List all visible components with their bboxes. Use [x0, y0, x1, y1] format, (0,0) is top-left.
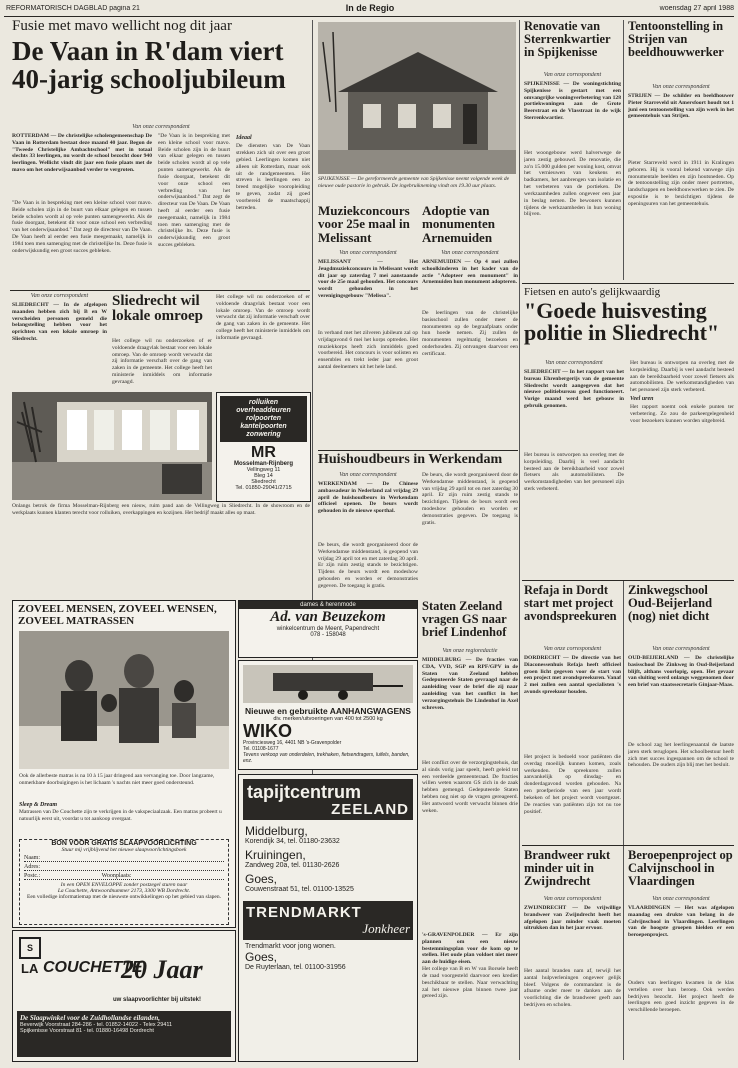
beroepen-correspondent: Van onze correspondent	[652, 896, 710, 902]
trendmarkt-line3: De Ruyterlaan, tel. 01100-31956	[245, 964, 346, 971]
mr-product-list	[220, 396, 307, 442]
mavo-correspondent: Van onze correspondent	[132, 124, 190, 130]
omroep-correspondent: Van onze correspondent	[30, 293, 89, 299]
fietsen-kicker: Fietsen en auto's gelijkwaardig	[524, 286, 661, 298]
trailer-illustration	[243, 665, 413, 703]
mr-line: overheaddeuren	[236, 407, 291, 415]
tapijt-addr-2: Zandweg 20a, tel. 01130-2626	[245, 862, 340, 869]
section-rule	[522, 283, 734, 284]
slaap-body: Matrassen van De Couchette zijn te verkrijgen in de vakspeciaalzaak. Een matras probeert u natuurlijk eerst uit, voordat u tot aankoop overgaat.	[19, 809, 222, 822]
couchette-brand-1: LA	[21, 961, 39, 976]
mavo-headline: De Vaan in R'dam viert 40-jarig schooljubileum	[12, 38, 286, 94]
mr-name: Mosselman-Rijnberg	[233, 461, 293, 468]
huishoud-lead: WERKENDAM — De Chinese ambassadeur in Nederland zal vrijdag 29 april de huishoudbeurs in Werkendam officieel openen. De beurs wordt gehouden in de nieuwe sporthal.	[318, 481, 418, 515]
trendmarkt-line1: Trendmarkt voor jong wonen.	[245, 943, 336, 950]
tentoonstelling-correspondent: Van onze correspondent	[652, 84, 710, 90]
masthead-date: woensdag 27 april 1988	[659, 5, 734, 12]
mr-line: rolluiken	[248, 399, 279, 406]
slaap-caption: Ook de allerbeste matras is na 10 à 15 jaar dringend aan vervanging toe. Door langzame, onmerkbare doorbuigingen is het lichaam 's nachts niet meer goed ondersteund.	[19, 773, 215, 786]
couchette-advert	[12, 930, 236, 1062]
beuzekom-line2: 078 - 158048	[310, 632, 346, 638]
beroepen-headline: Beroepenproject op Calvijnschool in Vlaardingen	[628, 849, 733, 888]
section-rule	[522, 845, 734, 846]
mr-advert	[216, 392, 311, 502]
beroepen-body: Ouders van leerlingen kwamen in de klas vertellen over hun beroep. Ook werden bedrijven bezocht. Het project heeft de leerlingen een goed inzicht gegeven in de verschillende beroepen.	[628, 980, 734, 1014]
trendmarkt-brand: TRENDMARKT	[246, 904, 362, 921]
family-illustration	[19, 631, 229, 769]
mavo-body2: De diensten van De Vaan strekken zich uit over een groot gebied. Leerlingen komen niet alleen uit Rotterdam, maar ook uit de randgemeenten. Het streven is leerlingen een zo breed mogelijke vooropleiding te geven, zodat zij goed voorbereid de maatschappij betreden.	[236, 143, 310, 211]
coupon-postcode-field[interactable]	[24, 873, 224, 880]
tentoonstelling-lead: STRIJEN — De schilder en beeldhouwer Pieter Starreveld uit Amersfoort houdt tot 1 juni een tentoonstelling van zijn werk in het gemeentehuis van Strijen.	[628, 93, 734, 120]
wiko-addr: Provinciesweg 16, 4401 NB 's-Gravenpolder	[243, 739, 342, 746]
mavo-body-col3	[236, 133, 310, 287]
trendmarkt-block	[243, 901, 413, 940]
fietsen-body: Het bureau is ontworpen na overleg met de korpsleiding. Daarbij is veel aandacht besteed aan de bereikbaarheid voor zowel fietsers als automobilisten. De werkomstandigheden van het personeel zijn sterk verbeterd.	[524, 452, 624, 493]
couchette-tag: uw slaapvoorlichter bij uitstek!	[113, 997, 202, 1003]
coupon-city-label: Woonplaats:	[101, 873, 132, 879]
slaap-family-photo	[19, 631, 229, 769]
brandweer-body: Het aantal branden nam af, terwijl het aantal hulpverleningen ongeveer gelijk bleef. Volgens de commandant is de afname onder meer te danken aan de voorlichting die de brandweer geeft aan bedrijven en scholen.	[524, 968, 621, 1009]
mr-line: kantelpoorten	[240, 423, 287, 431]
mavo-body-col2-text: "De Vaan is in bespreking met een kleine school voor mavo. Beide scholen zijn in de buurt van elkaar gelegen en tussen beide scholen wordt al op vele punten samengewerkt. Als de fusie doorgaat, betekent dit voor onze school een verbreding van het onderwijsaanbod." Dat zegt de directeur van De Vaan. De Vaan heeft al eerder een fusie meegemaakt, namelijk in 1984 toen men samenging met de christelijke lts. Deze fusie is onderwijskundig een groot succes gebleken.	[158, 133, 230, 248]
section-rule	[10, 290, 310, 291]
muziek-headline: Muziekconcours voor 25e maal in Melissant	[318, 204, 410, 245]
beuzekom-advert	[238, 600, 418, 658]
pastorie-caption: SPIJKENISSE — De gereformeerde gemeente van Spijkenisse neemt volgende week de nieuwe oude pastorie in gebruik. De ingebruikneming vindt om 19.30 uur plaats.	[318, 176, 510, 189]
tentoonstelling-body: Pieter Starreveld werd in 1911 in Kralingen geboren. Hij is vooral bekend vanwege zijn monumentale beelden en zijn houtsneden. Op de tentoonstelling zijn onder meer portretten, landschappen en beeldhouwwerken te zien. De expositie is te bezichtigen tijdens de openingsuren van het gemeentehuis.	[628, 160, 734, 207]
vgravenpolder-article	[422, 932, 518, 1060]
mr-city: Sliedrecht	[251, 479, 276, 486]
wiko-tel: Tel. 01108-1677	[243, 745, 279, 752]
muziek-correspondent: Van onze correspondent	[339, 250, 397, 256]
masthead-rule	[4, 16, 734, 17]
mavo-lead: ROTTERDAM — De christelijke scholengemeenschap De Vaan in Rotterdam bestaat deze maand 40 jaar. Begon de "Tweede Christelijke Ambachtschool" met in totaal slechts 33 leerlingen, nu wordt de school bezocht door 940 leerlingen. Wellicht vindt dit jaar een fusie plaats met de mavo om het onderwijsaanbod verder te vergroten.	[12, 133, 152, 174]
mavo-body: "De Vaan is in bespreking met een kleine school voor mavo. Beide scholen zijn in de buurt van elkaar gelegen en tussen beide scholen wordt al op vele punten samengewerkt. Als de fusie doorgaat, betekent dit voor onze school een verbreding van het onderwijsaanbod." Dat zegt de directeur van De Vaan. De Vaan heeft al eerder een fusie meegemaakt, namelijk in 1984 toen men samenging met de christelijke lts. Deze fusie is onderwijskundig een groot succes gebleken.	[12, 200, 152, 254]
zinkweg-lead: OUD-BEIJERLAND — De christelijke basisschool De Zinkweg in Oud-Beijerland blijft, althans voorlopig, open. Het gevaar van sluiting werd onlangs weggenomen door een brief van staatssecretaris Ginjaar-Maas.	[628, 655, 734, 689]
tapijt-brand-1: tapijtcentrum	[247, 782, 362, 802]
mavo-subhead: Ideaal	[236, 135, 252, 141]
brandweer-headline: Brandweer rukt minder uit in Zwijndrecht	[524, 849, 611, 888]
zinkweg-headline: Zinkwegschool Oud-Beijerland (nog) niet dicht	[628, 584, 713, 623]
column-rule	[623, 580, 624, 1060]
couchette-footer-2: Beverwijk Voorstraat 284-286 - tel. 01852-14022 - Telex 29411	[20, 1022, 173, 1028]
statenzeeland-headline: Staten Zeeland vragen GS naar brief Lindenhof	[422, 600, 507, 639]
fietsen-body-col2	[630, 360, 734, 576]
adoptie-headline: Adoptie van monumenten Arnemuiden	[422, 204, 495, 245]
muziek-body: In verband met het zilveren jubileum zal op vrijdagavond 6 mei het korps optreden. Het muziekkorps heeft zich inmiddels goed voorbereid. Het concours is voor solisten en ensembles en trekt ieder jaar een groot aantal deelnemers uit het hele land.	[318, 330, 418, 371]
mr-tel: Tel. 01850-29041/2715	[235, 485, 292, 492]
couchette-footer-1: De Slaapwinkel voor de Zuidhollandse eilanden,	[20, 1014, 161, 1022]
omroep-body: Het college wil nu onderzoeken of er voldoende draagvlak bestaat voor een lokale omroep. Van de omroep wordt verwacht dat zij informatie verschaft over de gang van zaken in de gemeente. Het college heeft het ministerie inmiddels om informatie gevraagd.	[112, 338, 212, 385]
muziek-lead: MELISSANT — Het Jeugdmuziekconcours in Melissant wordt dit jaar op zaterdag 7 mei aanstaande voor de 25e maal gehouden. Het concours wordt gehouden in het verenigingsgebouw "Melissa".	[318, 259, 418, 300]
tapijt-city-3: Goes,	[245, 872, 278, 886]
huishoud-body: De beurs, die wordt georganiseerd door de Werkendamse middenstand, is geopend van vrijdag 29 april tot en met zaterdag 30 april. Er zijn ruim zestig stands te bezichtigen. Tijdens de beurs wordt een modeshow gehouden en worden er demonstraties gegeven. De toegang is gratis.	[318, 542, 418, 589]
slaap-subhead: Sleep & Dream	[19, 802, 57, 808]
omroep-lead: SLIEDRECHT — In de afgelopen maanden hebben zich bij B en W verscheiden personen gemeld die belangstelling hebben voor het oprichten van een lokale omroep in Sliedrecht.	[12, 302, 107, 343]
fietsen-body2: Het rapport noemt ook enkele punten ter verbetering. Zo zou de parkeergelegenheid voor bezoekers kunnen worden uitgebreid.	[630, 404, 734, 424]
fietsen-correspondent: Van onze correspondent	[545, 360, 603, 366]
wiko-brand: WIKO	[243, 720, 292, 741]
huishoud-correspondent: Van onze correspondent	[339, 472, 397, 478]
wiko-tags: Tevens verkoop van onderdelen, trekhaken, fietsendragers, luifels, banden, enz.	[243, 751, 410, 764]
brandweer-correspondent: Van onze correspondent	[543, 896, 602, 902]
couchette-footer-3: Spijkenisse Voorstraat 81 - tel. 01880-16498 Dordrecht	[20, 1028, 154, 1034]
coupon-name-label: Naam:	[24, 855, 40, 861]
mavo-kicker: Fusie met mavo wellicht nog dit jaar	[12, 19, 232, 34]
couchette-footer	[17, 1011, 231, 1057]
zinkweg-body: De school zag het leerlingenaantal de laatste jaren sterk teruglopen. Het schoolbestuur heeft zich met succes ingespannen om de school te behouden. De ouders zijn blij met het besluit.	[628, 742, 734, 769]
coupon-address-label: Adres:	[24, 864, 40, 870]
wiko-headline: Nieuwe en gebruikte AANHANGWAGENS	[245, 706, 411, 716]
fietsen-body-col2-text: Het bureau is ontworpen na overleg met de korpsleiding. Daarbij is veel aandacht besteed aan de bereikbaarheid voor zowel fietsers als automobilisten. De werkomstandigheden van het personeel zijn sterk verbeterd.	[630, 360, 734, 394]
couchette-years: 20 Jaar	[121, 955, 203, 984]
omroep-body-col2	[216, 294, 310, 386]
wiko-trailer-photo	[243, 665, 413, 703]
coupon-name-field[interactable]	[24, 855, 224, 862]
brandweer-lead: ZWIJNDRECHT — De vrijwillige brandweer van Zwijndrecht heeft het afgelopen jaar minder vaak moeten uitrukken dan in het jaar ervoor.	[524, 905, 621, 932]
mr-nr: Bleg 14	[254, 473, 273, 480]
refaja-lead: DORDRECHT — De directie van het Diaconessenhuis Refaja heeft officieel groen licht gegeven voor de start van een project met avondspreekuren. Vanaf 2 mei zullen een aantal specialisten 's avonds spreekuur houden.	[524, 655, 621, 696]
vgravenpolder-lead: 's-GRAVENPOLDER — Er zijn plannen om een nieuw bestemmingsplan voor de kom op te stellen. Het oude plan voldoet niet meer aan de huidige eisen.	[422, 932, 518, 966]
slaap-advert	[12, 600, 236, 928]
coupon-postcode-label: Postc.:	[24, 873, 41, 879]
slaap-coupon	[19, 839, 229, 925]
couchette-brand-2: COUCHETTE	[43, 959, 143, 976]
statenzeeland-body: Het conflict over de verzorgingstehuis, dat al sinds vorig jaar speelt, heeft geleid tot een verdeelde gemeenteraad. De fracties willen weten waarom GS zich in de zaak hebben gemengd. Gedeputeerde Staten hebben nog niet op de vragen gereageerd. Het antwoord wordt verwacht binnen drie weken.	[422, 760, 518, 814]
coupon-envelope-1: In een OPEN ENVELOPPE zonder postzegel sturen naar	[60, 882, 188, 888]
showroom-illustration	[12, 392, 212, 500]
tentoonstelling-headline: Tentoonstelling in Strijen van beeldhouwwerker	[628, 20, 724, 59]
omroep-body-col2-text: Het college wil nu onderzoeken of er voldoende draagvlak bestaat voor een lokale omroep. Van de omroep wordt verwacht dat zij informatie verschaft over de gang van zaken in de gemeente. Het college heeft het ministerie inmiddels om informatie gevraagd.	[216, 294, 310, 341]
adoptie-body: De leerlingen van de christelijke basisschool zullen onder meer de monumenten op de begraafplaats onder hun hoede nemen. Zij zullen de monumenten regelmatig bezoeken en onderhouden. Zij ontvangen daarvoor een certificaat.	[422, 310, 518, 357]
tapijt-city-1: Middelburg,	[245, 824, 308, 838]
couchette-s-logo: S	[19, 937, 41, 959]
huishoud-body-col2-text: De beurs, die wordt georganiseerd door de Werkendamse middenstand, is geopend van vrijdag 29 april tot en met zaterdag 30 april. Er zijn ruim zestig stands te bezichtigen. Tijdens de beurs wordt een modeshow gehouden en worden er demonstraties gegeven. De toegang is gratis.	[422, 472, 518, 526]
section-rule	[318, 450, 518, 451]
coupon-envelope-2: La Couchette, Antwoordnummer 2173, 3300 WB Dordrecht.	[57, 888, 191, 894]
trendmarkt-line2: Goes,	[245, 950, 278, 964]
trendmarkt-info	[239, 940, 417, 974]
huishoud-headline: Huishoudbeurs in Werkendam	[318, 453, 503, 467]
sterrenkwartier-correspondent: Van onze correspondent	[543, 72, 602, 78]
tapijt-addr-3: Couwenstraat 51, tel. 01100-13525	[245, 886, 354, 893]
tapijt-brand-block	[243, 779, 413, 820]
coupon-envelope-3: Een volledige informatiemap met de nieuwste ontwikkelingen op het gebied van slapen.	[27, 894, 221, 900]
mavo-body-col2	[158, 133, 230, 287]
refaja-body: Het project is bedoeld voor patiënten die overdag moeilijk kunnen komen, zoals werkenden. De spreekuren zullen aanvankelijk op dinsdag- en donderdagavond worden gehouden. Na een proefperiode van een jaar wordt bekeken of het project wordt voortgezet. De reacties van patiënten zijn tot nu toe positief.	[524, 754, 621, 815]
tapijt-brand-2: ZEELAND	[331, 801, 409, 818]
fietsen-headline: "Goede huisvesting politie in Sliedrecht"	[524, 300, 720, 346]
statenzeeland-correspondent: Van onze regioredactie	[442, 648, 498, 654]
coupon-sub: Stuur mij vrijblijvend het nieuwe slaapvoorlichtingsboek	[61, 847, 187, 853]
mr-line: zonwering	[246, 431, 281, 439]
masthead-paper: REFORMATORISCH DAGBLAD pagina 21	[6, 5, 140, 12]
beuzekom-top: dames & herenmode	[239, 601, 417, 609]
tapijt-locations	[239, 824, 417, 893]
refaja-headline: Refaja in Dordt start met project avondspreekuren	[524, 584, 617, 623]
mr-street: Vellingweg 11	[246, 467, 281, 474]
zinkweg-correspondent: Van onze correspondent	[652, 646, 710, 652]
tapijt-city-2: Kruiningen,	[245, 848, 306, 862]
statenzeeland-lead: MIDDELBURG — De fracties van CDA, VVD, SGP en RPF/GPV in de Staten van Zeeland hebben Gedeputeerde Staten gevraagd naar de aanleiding voor de brief die zij naar aanleiding van het conflict in het verzorgingstehuis De Lindenhof in Axel schreven.	[422, 657, 518, 711]
coupon-title: BON VOOR GRATIS SLAAPVOORLICHTING	[51, 840, 197, 847]
fietsen-subhead: Veel uren	[630, 396, 654, 403]
trendmarkt-brand-2: Jonkheer	[362, 921, 410, 936]
beuzekom-script: Ad. van Beuzekom	[270, 609, 386, 625]
mr-logo: MR	[251, 444, 276, 462]
wiko-sub: div. merken/uitvoeringen van 400 tot 2500 kg	[273, 715, 383, 722]
adoptie-lead: ARNEMUIDEN — Op 4 mei zullen schoolkinderen in het kader van de actie "Adopteer een monument" in Arnemuiden hun monument adopteren.	[422, 259, 518, 286]
tapijt-addr-1: Korendijk 34, tel. 01180-23632	[245, 838, 340, 845]
column-rule	[623, 20, 624, 280]
tapijt-advert	[238, 774, 418, 1062]
pastorie-illustration	[318, 22, 516, 174]
sterrenkwartier-body: Het woongebouw werd halverwege de jaren zestig gebouwd. De renovatie, die zo'n 15.000 gulden per woning kost, omvat het vernieuwen van keukens en badkamers, het aanbrengen van isolatie en het verbeteren van de portieken. De werkzaamheden zullen ongeveer een jaar in beslag nemen. De bewoners kunnen tijdens de werkzaamheden in hun woning blijven.	[524, 150, 621, 218]
beuzekom-line1: winkelcentrum de Meent, Papendrecht	[276, 626, 380, 632]
beroepen-lead: VLAARDINGEN — Het was afgelopen maandag een drukte van belang in de Calvijnschool in Vlaardingen. Leerlingen van de hoogste groepen hielden er een beroepenproject.	[628, 905, 734, 939]
masthead-section: In de Regio	[345, 3, 395, 13]
refaja-correspondent: Van onze correspondent	[543, 646, 602, 652]
slaap-headline: ZOVEEL MENSEN, ZOVEEL WENSEN, ZOVEEL MATRASSEN	[18, 603, 217, 627]
showroom-photo	[12, 392, 212, 500]
vgravenpolder-body: Het college van B en W van Borsele heeft de raad voorgesteld daarvoor een krediet beschikbaar te stellen. Naar verwachting zal het nieuwe plan binnen twee jaar gereed zijn.	[422, 966, 518, 1000]
showroom-caption: Onlangs betrok de firma Mosselman-Rijnberg een nieuw, ruim pand aan de Vellingweg in Sliedrecht. In de showroom en de werkplaats kunnen klanten terecht voor rolluiken, overkappingen en kozijnen. Het bedrijf maakt alles op maat.	[12, 503, 310, 516]
adoptie-correspondent: Van onze correspondent	[441, 250, 499, 256]
fietsen-lead: SLIEDRECHT — In het rapport van het bureau Ehrenbergerijs van de gemeente Sliedrecht wordt aangegeven dat het nieuwe politiebureau goed functioneert. Vorige maand werd het gebouw in gebruik genomen.	[524, 369, 624, 410]
coupon-address-field[interactable]	[24, 864, 224, 871]
wiko-advert	[238, 660, 418, 770]
section-rule	[522, 580, 734, 581]
mr-line: rolpoorten	[246, 415, 281, 423]
pastorie-photo	[318, 22, 516, 174]
sterrenkwartier-lead: SPIJKENISSE — De woningstichting Spijkenisse is gestart met een omvangrijke woningverbetering van 128 portiekwoningen aan de Grote Beerstraat en de Vlasstraat in de wijk Sterrenkwartier.	[524, 81, 621, 122]
column-rule	[519, 20, 520, 1060]
omroep-headline: Sliedrecht wil lokale omroep	[112, 294, 203, 325]
huishoud-body-col2	[422, 472, 518, 592]
sterrenkwartier-headline: Renovatie van Sterrenkwartier in Spijkenisse	[524, 20, 611, 59]
